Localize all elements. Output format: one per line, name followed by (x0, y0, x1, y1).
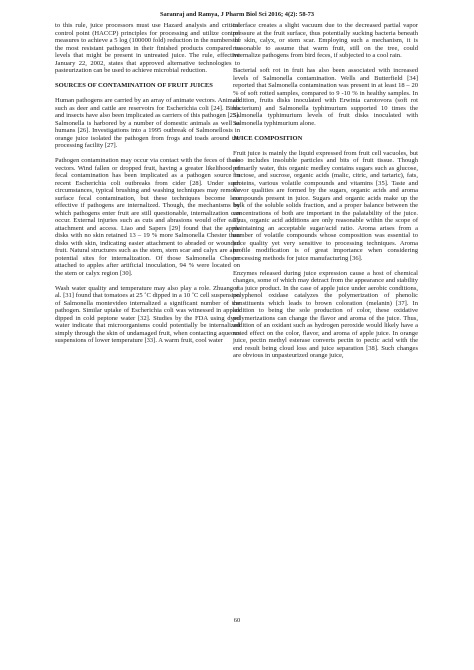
right-column (233, 22, 418, 367)
paragraph: interface creates a slight vacuum due to the decreased partial vapor pressure at the fruit surface, thus potentially sucking bacteria beneath the skin, calyx, or stem scar. Employing such a mechanism, it is reasonable to assume that warm fruit, still on the tree, could internalize pathogens from bird feces, if subjected to a cool rain. (233, 22, 418, 59)
paragraph: Bacterial soft rot in fruit has also been associated with increased levels of Salmonella contamination. Wells and Butterfield [34] reported that Salmonella contamination was present in at least 18 – 20 % of soft rotted samples, compared to 9 -10 % in healthy samples. In addition, fruits disks inoculated with Erwinia carotovora (soft rot bacterium) and Salmonella typhimurium supported 10 times the Salmonella typhimurium levels of fruit disks inoculated with Salmonella typhimurium alone. (233, 67, 418, 127)
running-header: Saranraj and Ramya, J Pharm Biol Sci 2016; 4(2): 58-73 (159, 11, 315, 18)
paragraph: Human pathogens are carried by an array of animate vectors. Animals such as deer and cattle are reservoirs for Escherichia coli [24]. Birds and insects have also been implicated as carriers of this pathogen [25]. Salmonella is harbored by a number of domestic animals as well as humans [26]. Investigations into a 1995 outbreak of Salmonellosis in orange juice isolated the pathogen from frogs and toads around the processing facility [27]. (55, 97, 240, 149)
paragraph: Fruit juice is mainly the liquid expressed from fruit cell vacuoles, but also includes insoluble particles and bits of fruit tissue. Though primarily water, this organic medley contains sugars such as glucose, fructose, and sucrose, organic acids (malic, citric, and tartaric), fats, proteins, various volatile compounds and vitamins [35]. Taste and flavor qualities are formed by the sugars, organic acids and aroma compounds present in juice. Sugars and organic acids make up the bulk of the soluble solids fraction, and a proper balance between the concentrations of both are important in the palatability of the juice. Thus, organic acid additions are only reasonable within the scope of maintaining an acceptable sugar/acid ratio. Aroma arises from a number of volatile compounds whose composition was essential to juice quality yet very sensitive to processing techniques. Aroma profile modification is of great importance when considering processing methods for juice manufacturing [36]. (233, 149, 418, 262)
section-heading: JUICE COMPOSITION (233, 134, 303, 142)
paragraph: Enzymes released during juice expression cause a host of chemical changes, some of which may detract from the appearance and stability of a juice product. In the case of apple juice under aerobic conditions, polyphenol oxidase catalyzes the polymerization of phenolic constituents which leads to brown coloration (melanin) [37]. In addition to being the sole production of color, these oxidative polymerizations can change the flavor and aroma of the juice. Thus, addition of an oxidant such as hydrogen peroxide would likely have a noted effect on the color, flavor, and aroma of apple juice. In orange juice, pectin methyl esterase converts pectin to pectic acid with the end result being cloud loss and juice separation [38]. Such changes are obvious in unpasteurized orange juice, (233, 269, 418, 359)
paragraph: Pathogen contamination may occur via contact with the feces of these vectors. Wind fallen or dropped fruit, having a greater likelihood of fecal contamination has been implicated as a pathogen source in recent Escherichia coli outbreaks from cider [28]. Under such circumstances, typical brushing and washing techniques may remove surface fecal contamination, but these techniques become less effective if pathogens are internalized. Though, the mechanisms by which pathogens enter fruit are still questionable, internalization can occur. External injuries such as cuts and abrasions would offer easy attachment and access. Liao and Sapers [29] found that the apple disks with no skin retained 13 – 19 % more Salmonella Chester than disks with skin, indicating easier attachment to abraded or wounded fruit. Natural structures such as the stem, stem scar and calyx are also potential sites for internalization. Of those Salmonella Chester attached to apples after artificial inoculation, 94 % were located on the stem or calyx region [30]. (55, 157, 240, 277)
left-column (55, 22, 240, 352)
paragraph: to this rule, juice processors must use Hazard analysis and critical control point (HACCP) principles for processing and utilize control measures to achieve a 5 log (100000 fold) reduction in the numbers of the most resistant pathogen in their finished products compared to levels that might be present in untreated juice. The rule, effective January 22, 2002, states that approved alternative technologies to pasteurization can be used to achieve microbial reduction. (55, 22, 240, 74)
section-heading: SOURCES OF CONTAMINATION OF FRUIT JUICES (55, 82, 213, 89)
paragraph: Wash water quality and temperature may also play a role. Zhuang et al. [31] found that tomatoes at 25 ˚C dipped in a 10 ˚C cell suspension of Salmonella montevideo internalized a significant number of the pathogen. Similar uptake of Escherichia coli was witnessed in apples dipped in cold peptone water [32]. Studies by the FDA using dyed water indicate that microorganisms could potentially be internalized simply through the skin of undamaged fruit, when contacting aqueous suspensions of lower temperature [33]. A warm fruit, cool water (55, 284, 240, 344)
page-number: 60 (233, 617, 241, 624)
